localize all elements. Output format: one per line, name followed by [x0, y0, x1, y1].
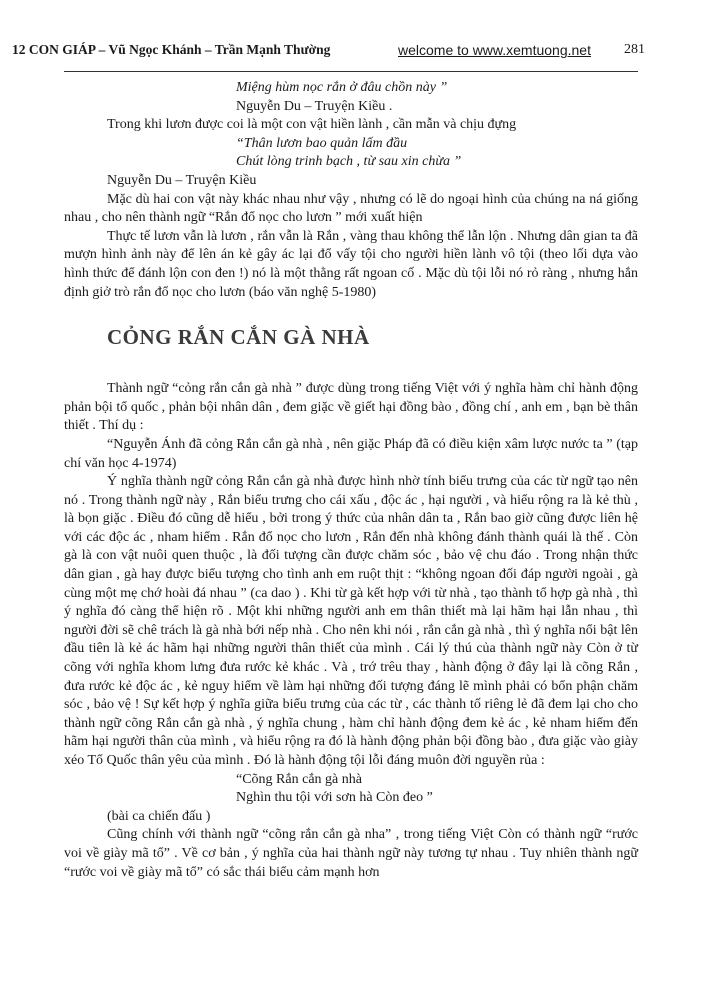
verse-source: (bài ca chiến đấu ): [107, 808, 211, 824]
page-number: 281: [624, 42, 645, 57]
section-heading: CỎNG RẮN CẮN GÀ NHÀ: [107, 325, 370, 350]
paragraph: Thành ngữ “cỏng rắn cắn gà nhà ” được dùng trong tiếng Việt với ý nghĩa hàm chỉ hành động phản bội tổ quốc , phản bội nhân dân , đem giặc về giết hại đồng bào , đồng chí , anh em , bạn bè thân thiết . Thí dụ :: [64, 381, 638, 434]
paragraph: Mặc dù hai con vật này khác nhau như vậy , nhưng có lẽ do ngoại hình của chúng na ná giống nhau , cho nên thành ngữ “Rắn đổ nọc cho lươn ” mới xuất hiện: [64, 191, 638, 226]
verse-line: “Cõng Rắn cắn gà nhà: [236, 771, 362, 787]
page-body: [64, 79, 638, 882]
paragraph: Thực tế lươn vẫn là lươn , rắn vẫn là Rắn , vàng thau không thể lẫn lộn . Nhưng dân gian ta đã mượn hình ảnh này để lên án kẻ gây ác lại đổ vấy tội cho người hiền lành vô tội (theo lối dựa vào hình thức để đánh lộn con đen !) nó là một thằng rất ngoan cố . Mặc dù tội lỗi nó rỏ ràng , nhưng hắn định giở trò rắn đổ nọc cho lươn (báo văn nghệ 5-1980): [64, 228, 638, 300]
quote-paragraph: “Nguyễn Ánh đã cỏng Rắn cắn gà nhà , nên giặc Pháp đã có điều kiện xâm lược nước ta ” (tạp chí văn học 4-1974): [64, 436, 638, 471]
verse-line: “Thân lươn bao quản lấm đầu: [236, 135, 408, 151]
paragraph: Ý nghĩa thành ngữ cỏng Rắn cắn gà nhà được hình nhờ tính biểu trưng của các từ ngữ tạo nên nó . Trong thành ngữ này , Rắn biểu trưng cho cái xấu , độc ác , hại người , và hiểu rộng ra là kẻ thù , là bọn giặc . Điều đó cũng dễ hiểu , bởi trong ý thức của nhân dân ta , Rắn bao giờ cũng được liên hệ với các độc ác , nham hiểm . Rắn đổ nọc cho lươn , Rắn đến nhà không đánh thành quái là thế . Còn gà là con vật nuôi quen thuộc , là đối tượng cần được chăm sóc , bảo vệ chu đáo . Trong nhận thức dân gian , gà hay được biểu tượng cho tình anh em ruột thịt : “không ngoan đối đáp người ngoài , gà cùng một mẹ chớ hoài đá nhau ” (ca dao ) . Khi từ gà kết hợp với từ nhà , tạo thành tổ hợp gà nhà , thì ý nghĩa đó càng thể hiện rõ . Một khi những người anh em thân thiết mà lại hãm hại lẫn nhau , thì người đời sẽ chê trách là gà nhà bới nếp nhà . Cho nên khi nói , rắn cắn gà nhà , thì ý nghĩa nổi bật lên đầu tiên là kẻ ác hãm hại những người thân thiết của mình . Cái lý thú của thành ngữ này Còn ở từ cõng với nghĩa khom lưng đưa rước kẻ khác . Và , trớ trêu thay , hành động ở đây lại là cõng Rắn , đưa rước kẻ độc ác , kẻ nguy hiểm về làm hại những đối tượng đáng lẽ mình phải có bổn phận chăm sóc , bảo vệ ! Sự kết hợp ý nghĩa giữa biểu trưng của các từ , các thành tố riêng lẻ đã đem lại cho cho thành ngữ cõng Rắn cắn gà nhà , ý nghĩa chung , hàm chỉ hành động đem kẻ ác , kẻ nham hiểm đến hãm hại người thân của mình , và hiểu rộng ra đó là hành động phản bội đồng bào , đưa giặc vào giày xéo Tổ Quốc thân yêu của mình . Đó là hành động tội lỗi đáng muôn đời nguyền rủa :: [64, 474, 638, 768]
verse-source: Nguyễn Du – Truyện Kiều: [107, 172, 257, 188]
verse-line: Chút lòng trinh bạch , từ sau xin chừa ”: [236, 154, 462, 170]
verse-line: Nghìn thu tội với sơn hà Còn đeo ”: [236, 790, 433, 806]
book-title: 12 CON GIÁP – Vũ Ngọc Khánh – Trần Mạnh Thường: [12, 42, 331, 57]
header-divider: [64, 71, 638, 72]
verse-source: Nguyễn Du – Truyện Kiều .: [236, 98, 393, 114]
paragraph: Cũng chính với thành ngữ “cõng rắn cắn gà nha” , trong tiếng Việt Còn có thành ngữ “rước voi về giày mã tổ” . Về cơ bản , ý nghĩa của hai thành ngữ này tương tự nhau . Tuy nhiên thành ngữ “rước voi về giày mã tổ” có sắc thái biểu cảm mạnh hơn: [64, 827, 638, 880]
verse-line: Miệng hùm nọc rắn ở đâu chồn này ”: [236, 80, 448, 95]
page-header: [12, 42, 692, 62]
paragraph: Trong khi lươn được coi là một con vật hiền lành , cần mẫn và chịu đựng: [107, 117, 517, 133]
website-link[interactable]: welcome to www.xemtuong.net: [398, 42, 591, 58]
